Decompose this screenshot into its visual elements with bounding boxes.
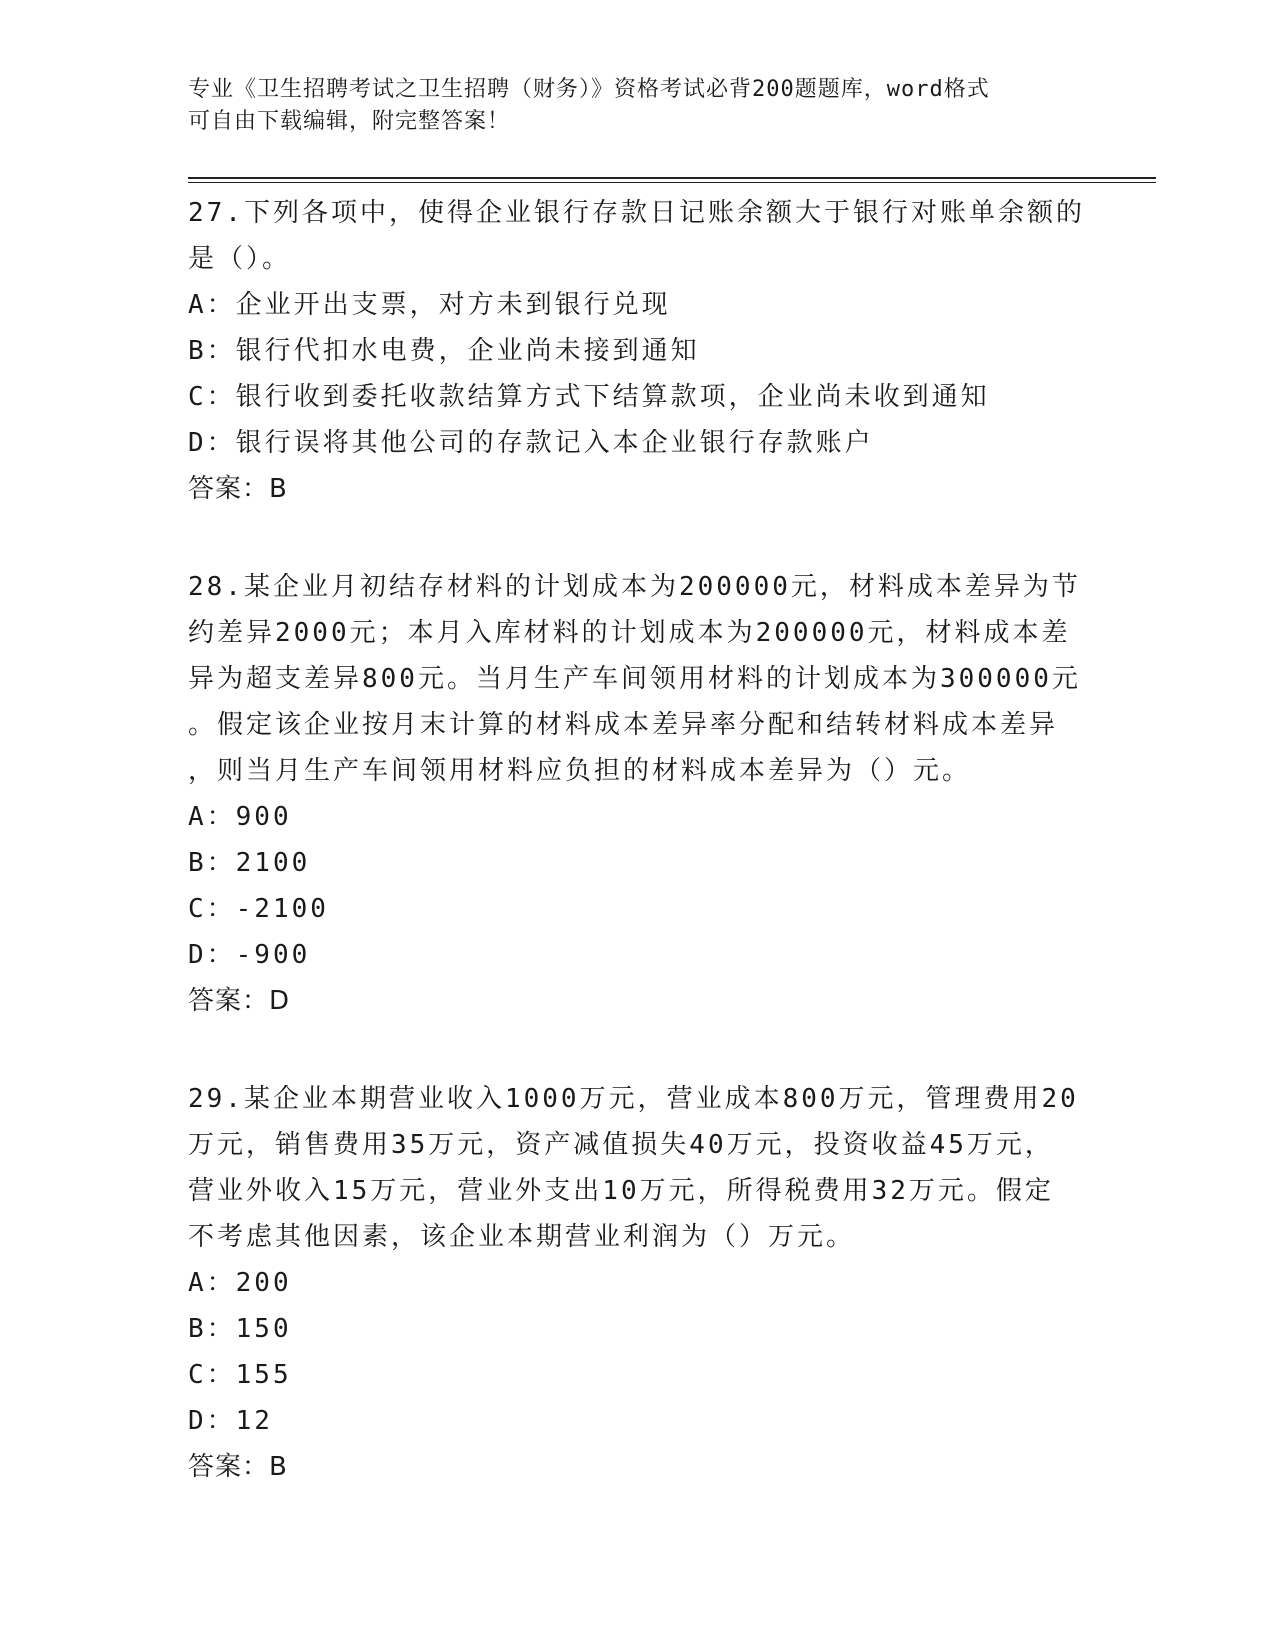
- question-stem-line: 27.下列各项中，使得企业银行存款日记账余额大于银行对账单余额的: [188, 198, 1085, 228]
- document-header: [188, 74, 1068, 138]
- header-divider-thin: [188, 182, 1156, 183]
- header-line-1: 专业《卫生招聘考试之卫生招聘（财务）》资格考试必背200题题库，word格式: [188, 77, 990, 102]
- option-a: A：企业开出支票，对方未到银行兑现: [188, 290, 671, 320]
- answer-line: 答案：D: [188, 986, 291, 1016]
- option-d: D：12: [188, 1406, 273, 1436]
- header-divider-thick: [188, 177, 1156, 179]
- question-stem-line: 不考虑其他因素，该企业本期营业利润为（）万元。: [188, 1222, 856, 1252]
- question-stem-line: 是（）。: [188, 244, 292, 274]
- question-stem-line: ，则当月生产车间领用材料应负担的材料成本差异为（）元。: [188, 756, 972, 786]
- question-27: [188, 190, 1088, 512]
- question-stem-line: 29.某企业本期营业收入1000万元，营业成本800万元，管理费用20: [188, 1084, 1079, 1114]
- question-stem-line: 异为超支差异800元。当月生产车间领用材料的计划成本为300000元: [188, 664, 1081, 694]
- question-stem-line: 。假定该企业按月末计算的材料成本差异率分配和结转材料成本差异: [188, 710, 1059, 740]
- option-c: C：155: [188, 1360, 292, 1390]
- option-b: B：150: [188, 1314, 292, 1344]
- header-line-2: 可自由下载编辑，附完整答案！: [188, 109, 511, 134]
- option-d: D：银行误将其他公司的存款记入本企业银行存款账户: [188, 428, 874, 458]
- option-c: C：-2100: [188, 894, 329, 924]
- option-d: D：-900: [188, 940, 311, 970]
- option-a: A：900: [188, 802, 292, 832]
- question-stem-line: 约差异2000元；本月入库材料的计划成本为200000元，材料成本差: [188, 618, 1071, 648]
- question-29: [188, 1076, 1088, 1490]
- option-a: A：200: [188, 1268, 292, 1298]
- option-b: B：银行代扣水电费，企业尚未接到通知: [188, 336, 700, 366]
- question-28: [188, 564, 1088, 1024]
- option-b: B：2100: [188, 848, 311, 878]
- question-list: [188, 190, 1088, 1542]
- answer-line: 答案：B: [188, 474, 288, 504]
- option-c: C：银行收到委托收款结算方式下结算款项，企业尚未收到通知: [188, 382, 990, 412]
- answer-line: 答案：B: [188, 1452, 288, 1482]
- question-stem-line: 万元，销售费用35万元，资产减值损失40万元，投资收益45万元，: [188, 1130, 1054, 1160]
- question-stem-line: 营业外收入15万元，营业外支出10万元，所得税费用32万元。假定: [188, 1176, 1054, 1206]
- question-stem-line: 28.某企业月初结存材料的计划成本为200000元，材料成本差异为节: [188, 572, 1081, 602]
